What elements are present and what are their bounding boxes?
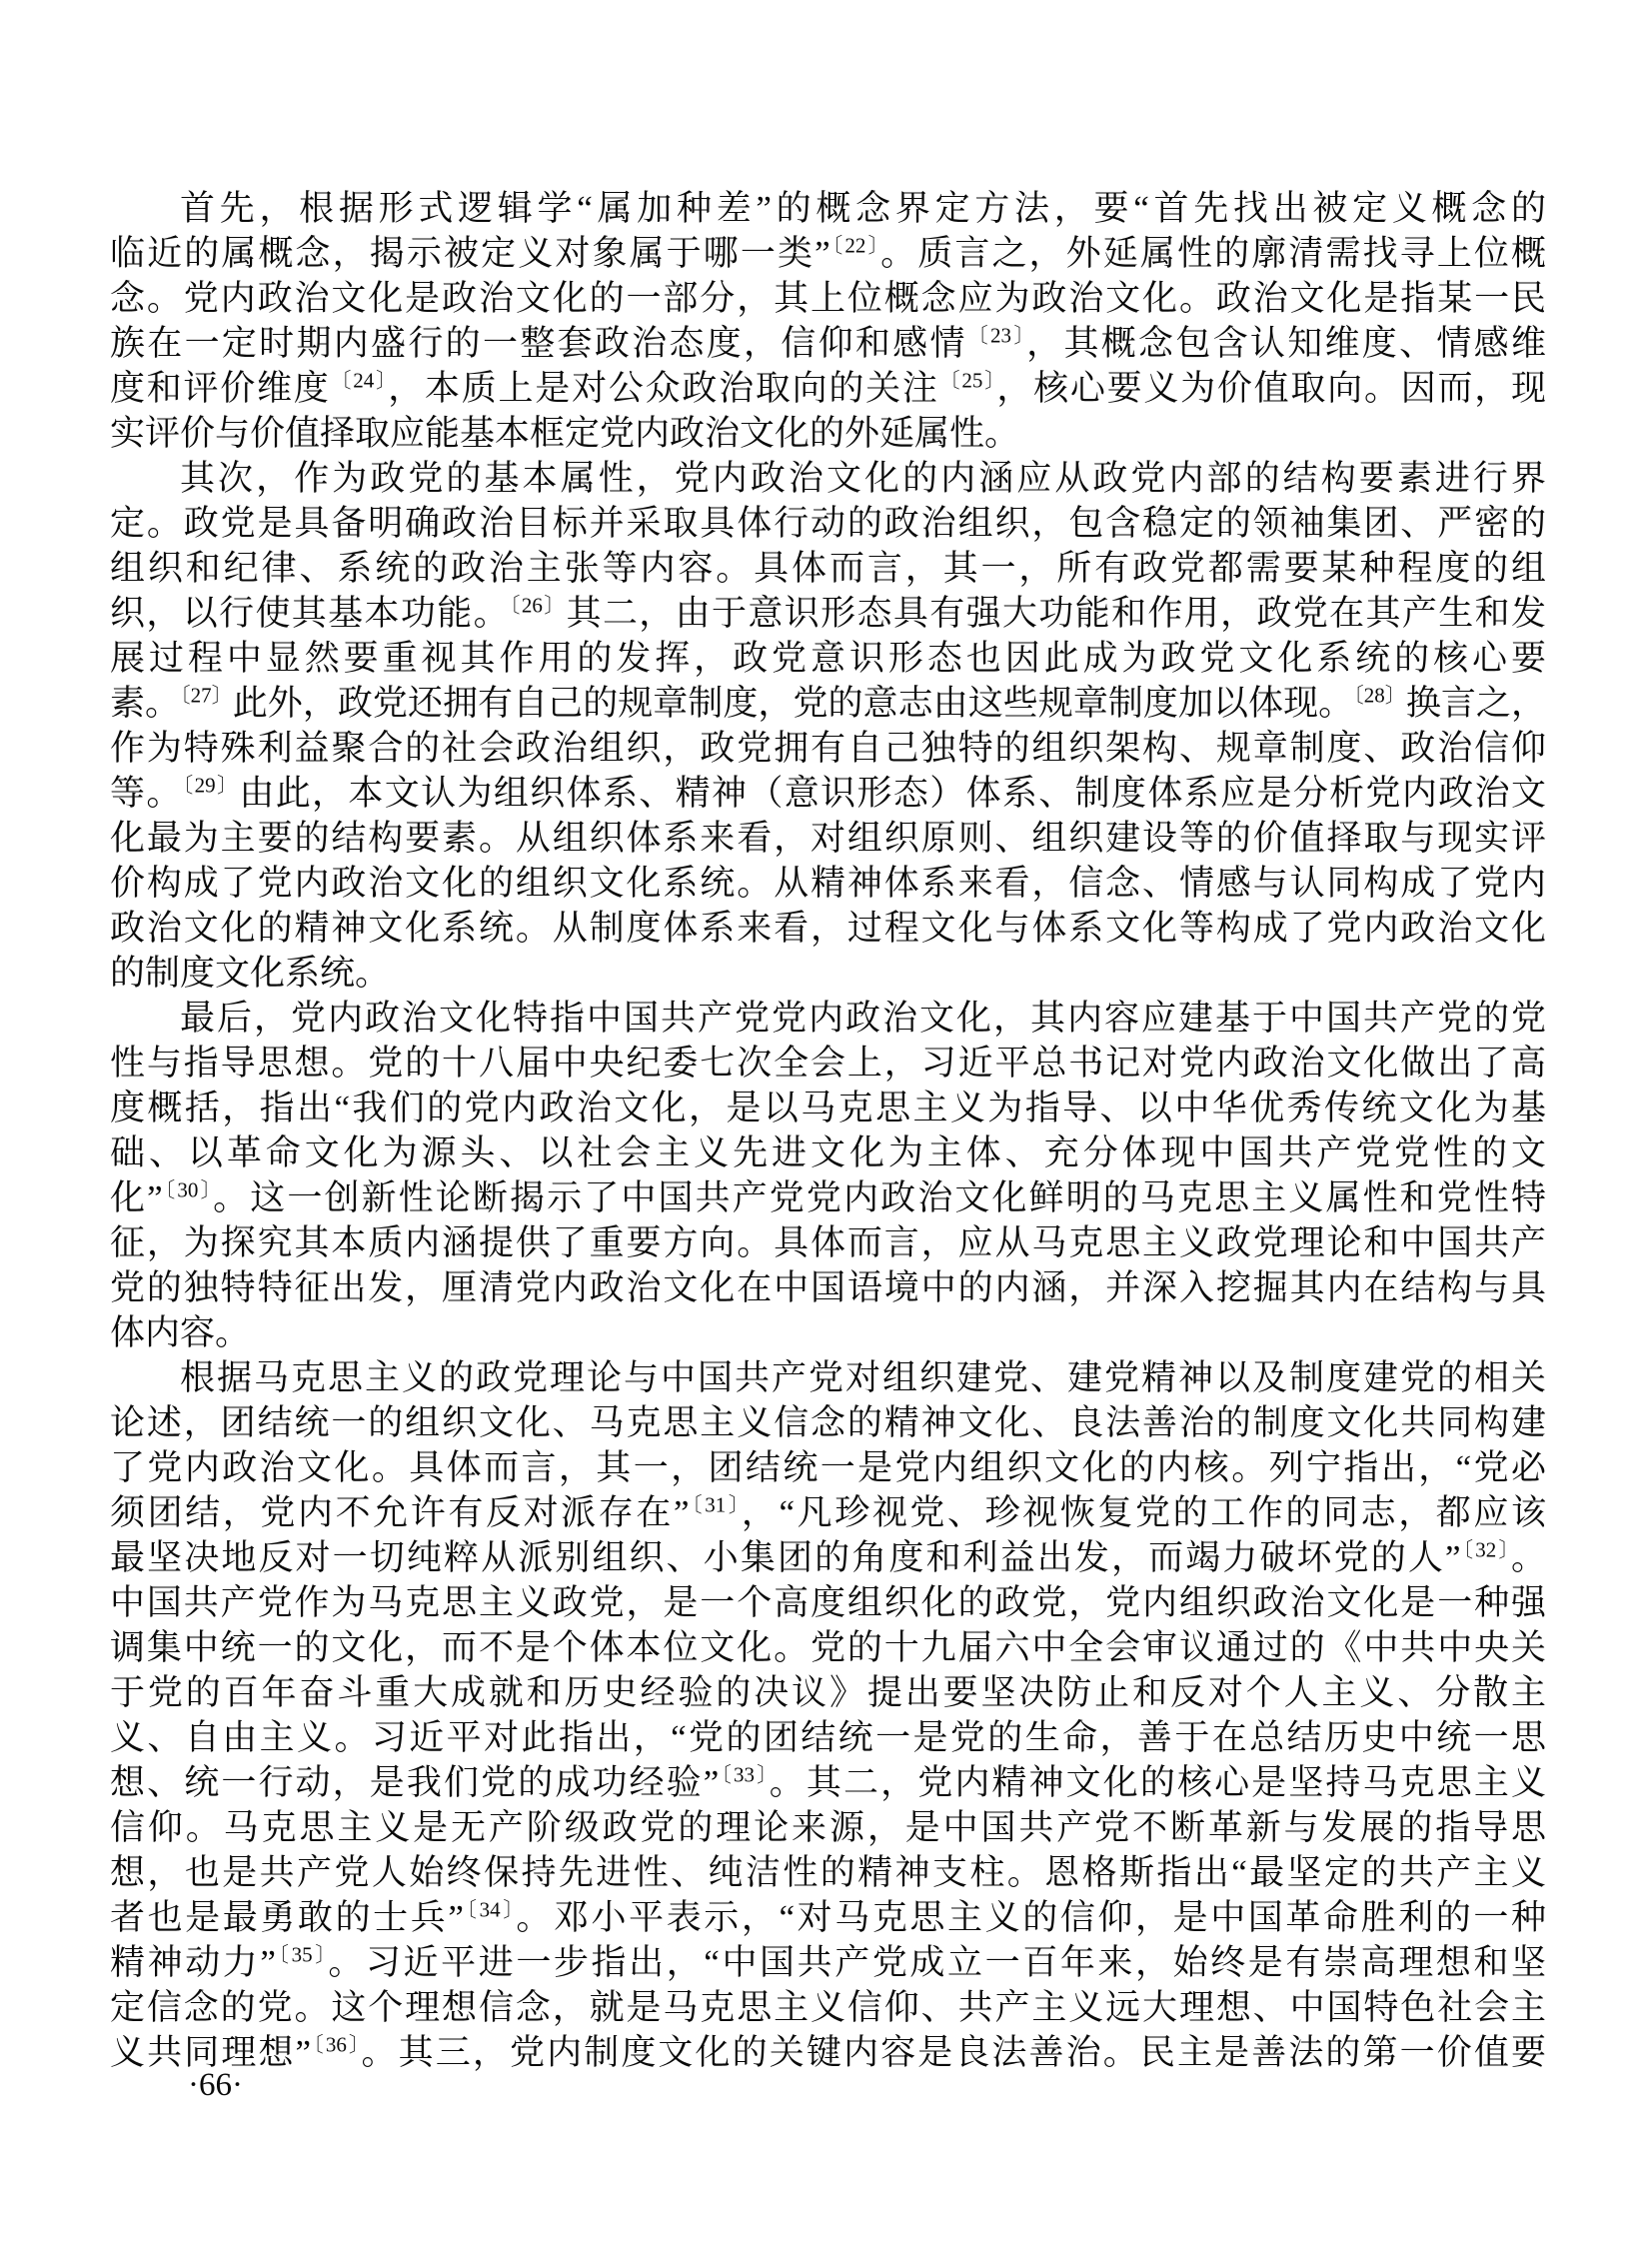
text-run: 最后，党内政治文化特指中国共产党党内政治文化，其内容应建基于中国共产党的党 — [180, 999, 1546, 1038]
paragraph — [110, 186, 1546, 456]
citation-ref: 〔25〕 — [938, 368, 997, 393]
text-line — [110, 591, 1546, 636]
text-line — [110, 1265, 1546, 1310]
text-line — [110, 1715, 1546, 1760]
text-line — [110, 906, 1546, 951]
text-line — [110, 2030, 1546, 2075]
text-run: 化最为主要的结构要素。从组织体系来看，对组织原则、组织建设等的价值择取与现实评 — [110, 819, 1546, 858]
text-run: 。其三，党内制度文化的关键内容是良法善治。民主是善法的第一价值要 — [361, 2033, 1546, 2072]
text-run: 定信念的党。这个理想信念，就是马克思主义信仰、共产主义远大理想、中国特色社会主 — [110, 1988, 1546, 2027]
text-run: 论述，团结统一的组织文化、马克思主义信念的精神文化、良法善治的制度文化共同构建 — [110, 1403, 1546, 1442]
text-run: 于党的百年奋斗重大成就和历史经验的决议》提出要坚决防止和反对个人主义、分散主 — [110, 1673, 1546, 1712]
text-run: 党的独特特征出发，厘清党内政治文化在中国语境中的内涵，并深入挖掘其内在结构与具 — [110, 1268, 1546, 1307]
citation-ref: 〔30〕 — [162, 1177, 214, 1202]
text-run: 此外，政党还拥有自己的规章制度，党的意志由这些规章制度加以体现。 — [232, 684, 1354, 723]
text-line — [110, 1041, 1546, 1086]
page-number: ·66· — [188, 2067, 243, 2103]
text-run: 。这一创新性论断揭示了中国共产党党内政治文化鲜明的马克思主义属性和党性特 — [213, 1178, 1546, 1217]
citation-ref: 〔29〕 — [182, 773, 240, 798]
text-run: 展过程中显然要重视其作用的发挥，政党意识形态也因此成为政党文化系统的核心要 — [110, 639, 1546, 678]
text-run: 的制度文化系统。 — [110, 954, 391, 993]
text-line — [110, 996, 1546, 1041]
text-run: 素。 — [110, 684, 181, 723]
text-run: 。邓小平表示，“对马克思主义的信仰，是中国革命胜利的一种 — [516, 1898, 1546, 1937]
text-line — [110, 1355, 1546, 1400]
text-line — [110, 726, 1546, 771]
text-run: 政治文化的精神文化系统。从制度体系来看，过程文化与体系文化等构成了党内政治文化 — [110, 909, 1546, 948]
text-run: 征，为探究其本质内涵提供了重要方向。具体而言，应从马克思主义政党理论和中国共产 — [110, 1223, 1546, 1262]
text-run: 组织和纪律、系统的政治主张等内容。具体而言，其一，所有政党都需要某种程度的组 — [110, 549, 1546, 588]
citation-ref: 〔26〕 — [509, 593, 567, 618]
text-run: 临近的属概念，揭示被定义对象属于哪一类” — [110, 234, 830, 273]
text-line — [110, 1310, 1546, 1355]
text-run: 想，也是共产党人始终保持先进性、纯洁性的精神支柱。恩格斯指出“最坚定的共产主义 — [110, 1853, 1546, 1892]
text-run: 度概括，指出“我们的党内政治文化，是以马克思主义为指导、以中华优秀传统文化为基 — [110, 1089, 1546, 1127]
text-run: 念。党内政治文化是政治文化的一部分，其上位概念应为政治文化。政治文化是指某一民 — [110, 279, 1546, 318]
citation-ref: 〔36〕 — [311, 2032, 362, 2057]
text-run: ，核心要义为价值取向。因而，现 — [996, 369, 1546, 408]
citation-ref: 〔35〕 — [275, 1942, 329, 1967]
citation-ref: 〔31〕 — [689, 1492, 742, 1517]
text-line — [110, 1985, 1546, 2030]
citation-ref: 〔33〕 — [719, 1762, 770, 1787]
citation-ref: 〔28〕 — [1353, 683, 1406, 708]
text-run: 首先，根据形式逻辑学“属加种差”的概念界定方法，要“首先找出被定义概念的 — [180, 189, 1546, 228]
text-line — [110, 411, 1546, 456]
text-run: 度和评价维度 — [110, 369, 331, 408]
text-line — [110, 1580, 1546, 1625]
text-line — [110, 1130, 1546, 1175]
text-run: ，“凡珍视党、珍视恢复党的工作的同志，都应该 — [741, 1493, 1546, 1532]
text-run: 体内容。 — [110, 1313, 251, 1352]
text-run: 中国共产党作为马克思主义政党，是一个高度组织化的政党，党内组织政治文化是一种强 — [110, 1583, 1546, 1622]
text-run: 价构成了党内政治文化的组织文化系统。从精神体系来看，信念、情感与认同构成了党内 — [110, 864, 1546, 903]
text-line — [110, 1490, 1546, 1535]
text-line — [110, 1760, 1546, 1805]
text-run: 性与指导思想。党的十八届中央纪委七次全会上，习近平总书记对党内政治文化做出了高 — [110, 1044, 1546, 1083]
text-run: 信仰。马克思主义是无产阶级政党的理论来源，是中国共产党不断革新与发展的指导思 — [110, 1808, 1546, 1847]
text-run: 。 — [1511, 1538, 1546, 1577]
text-line — [110, 1086, 1546, 1130]
text-line — [110, 951, 1546, 996]
text-line — [110, 186, 1546, 231]
text-line — [110, 1445, 1546, 1490]
text-line — [110, 1940, 1546, 1985]
paragraph — [110, 456, 1546, 996]
text-run: 其次，作为政党的基本属性，党内政治文化的内涵应从政党内部的结构要素进行界 — [180, 459, 1546, 498]
paragraph — [110, 1355, 1546, 2075]
text-run: ，本质上是对公众政治取向的关注 — [388, 369, 939, 408]
text-line — [110, 456, 1546, 501]
text-line — [110, 636, 1546, 681]
citation-ref: 〔34〕 — [463, 1897, 517, 1922]
text-line — [110, 231, 1546, 276]
text-run: 由此，本文认为组织体系、精神（意识形态）体系、制度体系应是分析党内政治文 — [239, 774, 1546, 813]
document-body — [110, 186, 1546, 2075]
text-run: 最坚决地反对一切纯粹从派别组织、小集团的角度和利益出发，而竭力破坏党的人” — [110, 1538, 1461, 1577]
text-run: ，其概念包含认知维度、情感维 — [1026, 324, 1546, 363]
text-run: 须团结，党内不允许有反对派存在” — [110, 1493, 690, 1532]
text-line — [110, 1625, 1546, 1670]
text-run: 换言之， — [1405, 684, 1546, 723]
text-run: 者也是最勇敢的士兵” — [110, 1898, 464, 1937]
citation-ref: 〔23〕 — [966, 323, 1027, 348]
text-line — [110, 1535, 1546, 1580]
text-line — [110, 681, 1546, 726]
text-run: 调集中统一的文化，而不是个体本位文化。党的十九届六中全会审议通过的《中共中央关 — [110, 1628, 1546, 1667]
text-run: 义共同理想” — [110, 2033, 312, 2072]
text-run: 。习近平进一步指出，“中国共产党成立一百年来，始终是有崇高理想和坚 — [328, 1943, 1546, 1982]
text-run: 族在一定时期内盛行的一整套政治态度，信仰和感情 — [110, 324, 967, 363]
text-line — [110, 1850, 1546, 1895]
text-line — [110, 771, 1546, 816]
text-line — [110, 321, 1546, 366]
text-line — [110, 1175, 1546, 1220]
text-run: 织，以行使其基本功能。 — [110, 594, 510, 633]
text-line — [110, 1400, 1546, 1445]
text-line — [110, 1805, 1546, 1850]
text-run: 作为特殊利益聚合的社会政治组织，政党拥有自己独特的组织架构、规章制度、政治信仰 — [110, 729, 1546, 768]
text-run: 根据马克思主义的政党理论与中国共产党对组织建党、建党精神以及制度建党的相关 — [180, 1358, 1546, 1397]
text-run: 义、自由主义。习近平对此指出，“党的团结统一是党的生命，善于在总结历史中统一思 — [110, 1718, 1546, 1757]
text-run: 定。政党是具备明确政治目标并采取具体行动的政治组织，包含稳定的领袖集团、严密的 — [110, 504, 1546, 543]
text-line — [110, 276, 1546, 321]
paragraph — [110, 996, 1546, 1355]
text-run: 精神动力” — [110, 1943, 276, 1982]
citation-ref: 〔22〕 — [829, 233, 881, 258]
citation-ref: 〔24〕 — [330, 368, 389, 393]
text-run: 等。 — [110, 774, 183, 813]
text-run: 其二，由于意识形态具有强大功能和作用，政党在其产生和发 — [566, 594, 1546, 633]
text-line — [110, 546, 1546, 591]
text-line — [110, 816, 1546, 861]
text-run: 实评价与价值择取应能基本框定党内政治文化的外延属性。 — [110, 414, 1020, 453]
text-line — [110, 861, 1546, 906]
text-run: 想、统一行动，是我们党的成功经验” — [110, 1763, 720, 1802]
text-line — [110, 1895, 1546, 1940]
text-run: 础、以革命文化为源头、以社会主义先进文化为主体、充分体现中国共产党党性的文 — [110, 1133, 1546, 1172]
text-line — [110, 1220, 1546, 1265]
text-run: 化” — [110, 1178, 163, 1217]
text-run: 。质言之，外延属性的廓清需找寻上位概 — [880, 234, 1546, 273]
text-line — [110, 501, 1546, 546]
text-run: 了党内政治文化。具体而言，其一，团结统一是党内组织文化的内核。列宁指出，“党必 — [110, 1448, 1546, 1487]
text-line — [110, 366, 1546, 411]
text-run: 。其二，党内精神文化的核心是坚持马克思主义 — [769, 1763, 1546, 1802]
citation-ref: 〔27〕 — [180, 683, 233, 708]
citation-ref: 〔32〕 — [1460, 1537, 1511, 1562]
text-line — [110, 1670, 1546, 1715]
